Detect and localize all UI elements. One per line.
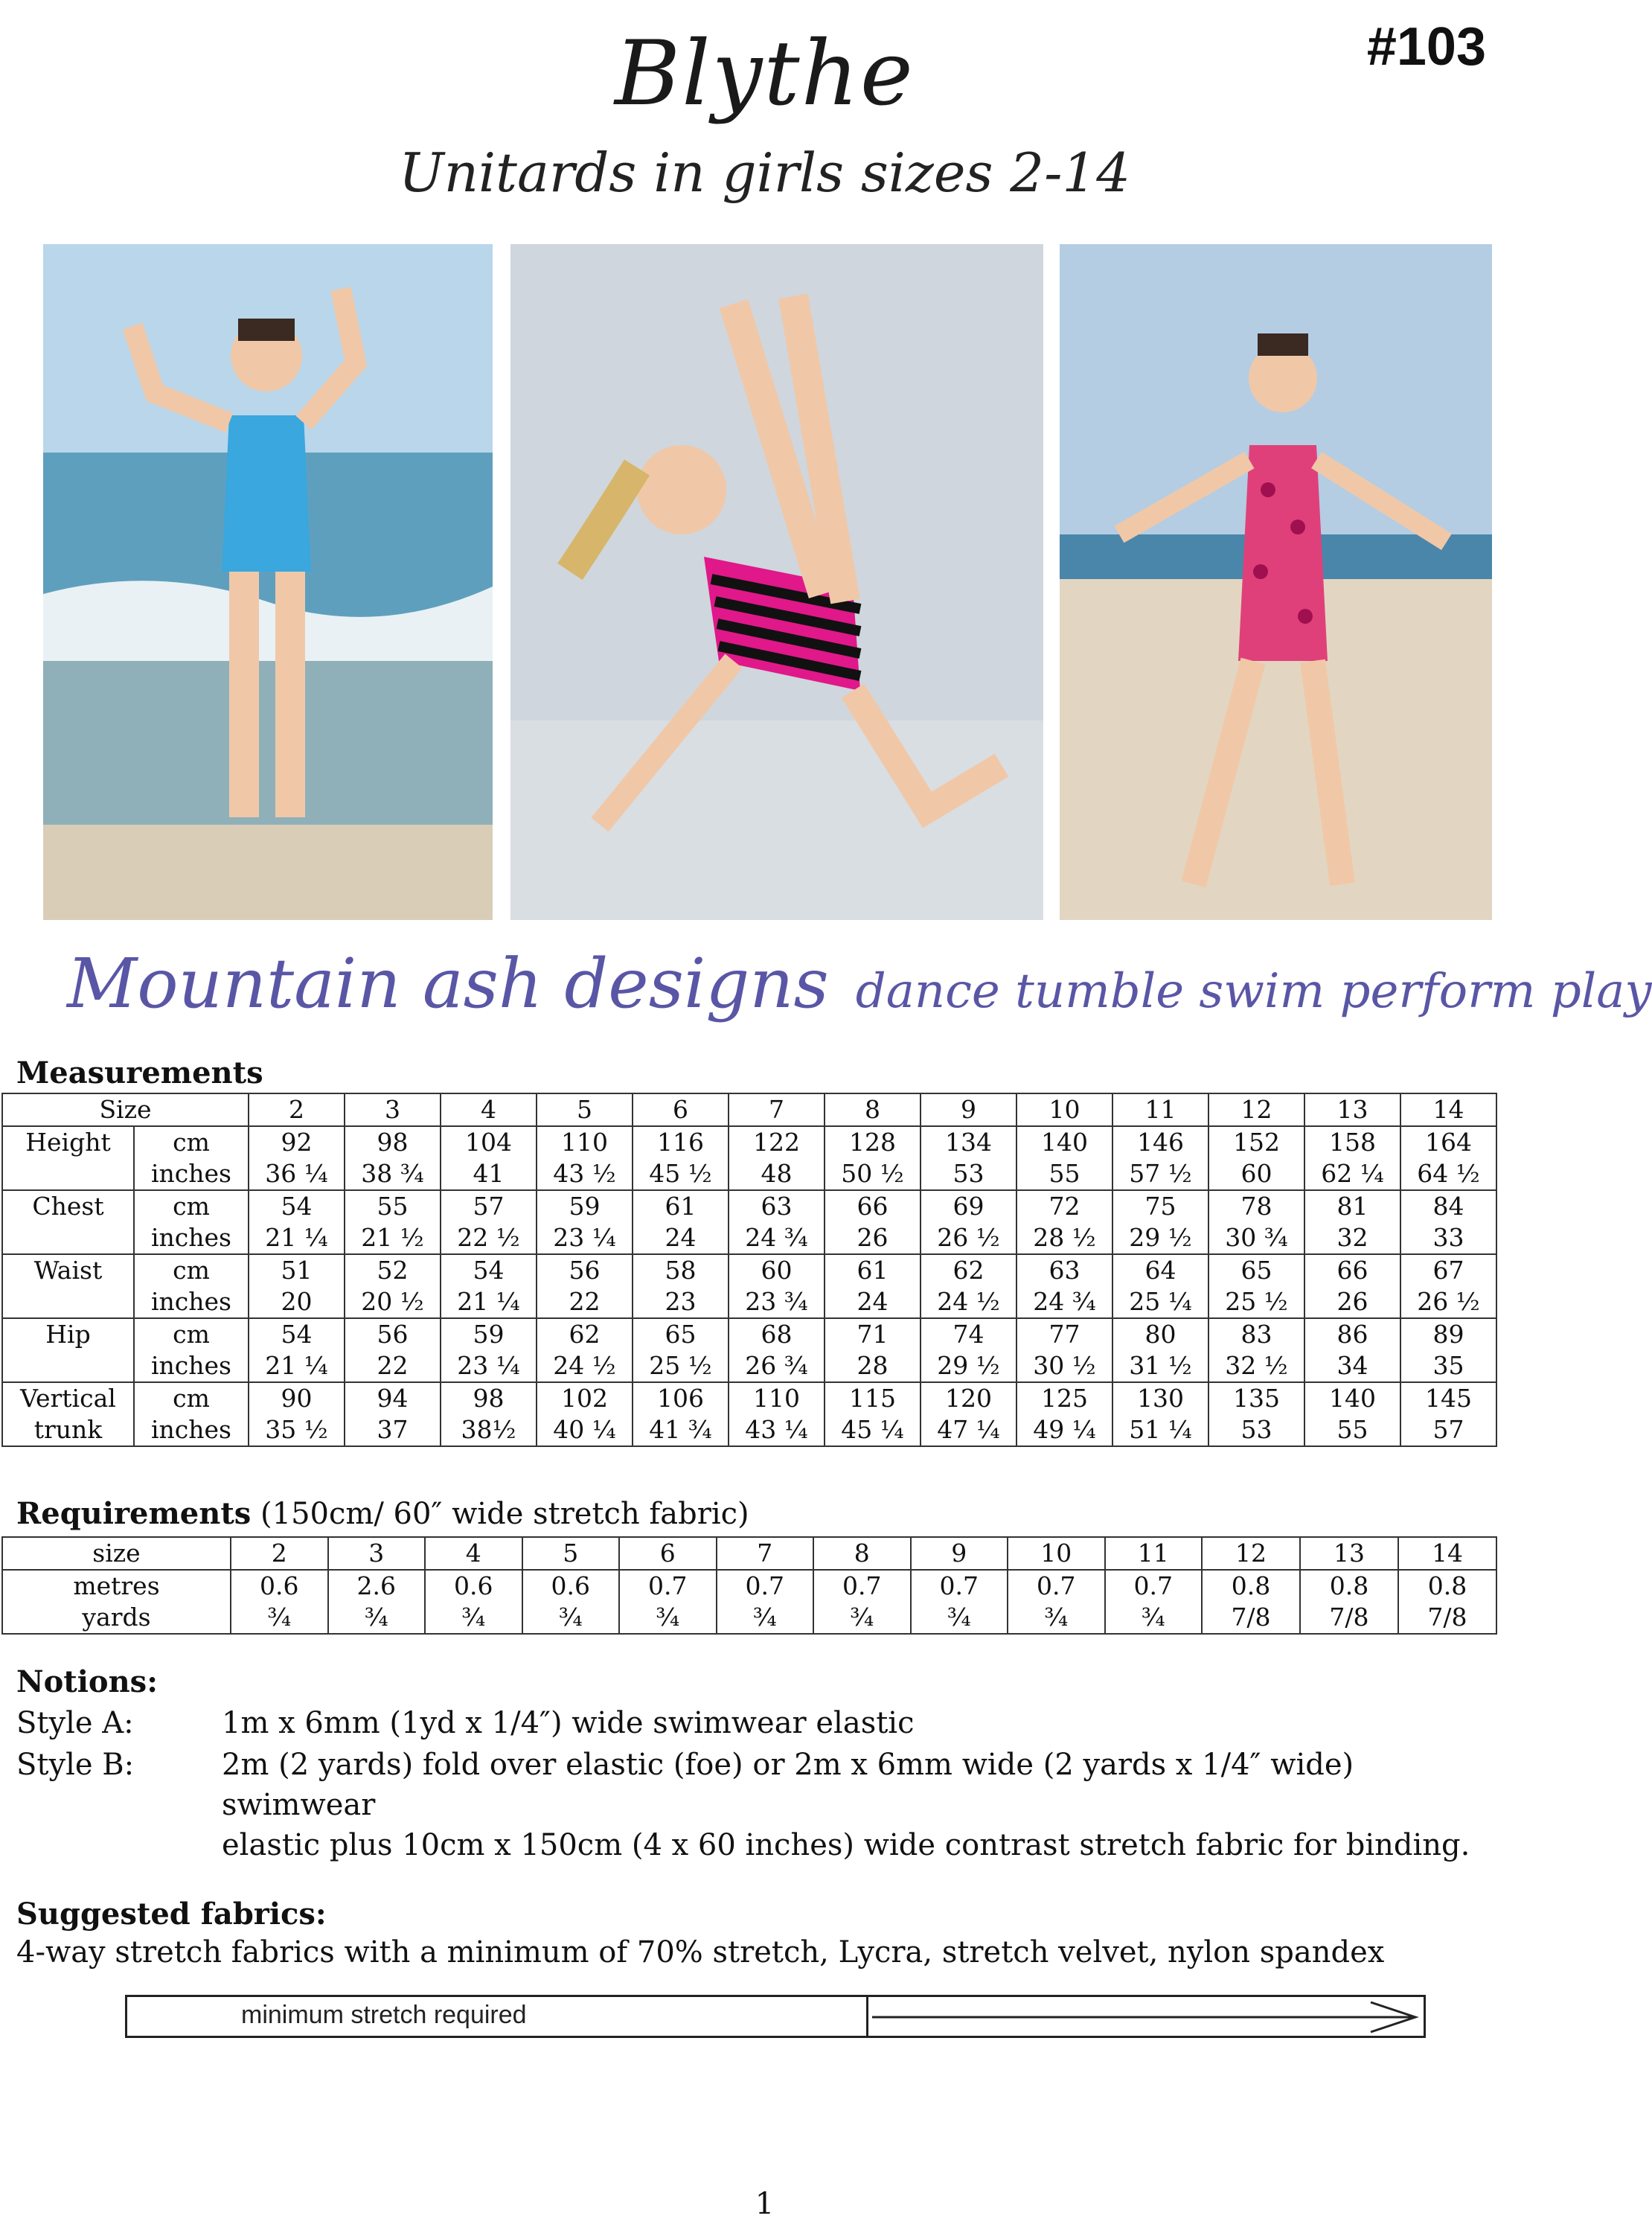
size-cell: 7: [729, 1093, 825, 1126]
measurement-value: 98 38½: [441, 1382, 537, 1446]
pattern-number: #103: [1366, 17, 1486, 77]
measurement-value: 63 24 ¾: [1017, 1254, 1112, 1318]
measurement-value: 81 32: [1304, 1190, 1400, 1254]
measurement-value: 62 24 ½: [537, 1318, 633, 1382]
requirements-size-row: [2, 1537, 1496, 1570]
measurement-value: 63 24 ¾: [729, 1190, 825, 1254]
size-cell: 9: [921, 1093, 1017, 1126]
req-amount-cell: 0.7 ¾: [911, 1570, 1008, 1634]
measurement-value: 158 62 ¼: [1304, 1126, 1400, 1190]
req-size-cell: 8: [813, 1537, 911, 1570]
measurement-value: 67 26 ½: [1400, 1254, 1496, 1318]
measurement-value: 106 41 ¾: [633, 1382, 729, 1446]
measurement-value: 102 40 ¼: [537, 1382, 633, 1446]
measurement-value: 84 33: [1400, 1190, 1496, 1254]
requirements-amount-row: [2, 1570, 1496, 1634]
measurement-value: 115 45 ¼: [825, 1382, 921, 1446]
measurement-value: 54 21 ¼: [249, 1190, 345, 1254]
measurement-row: [2, 1318, 1496, 1382]
req-size-cell: 14: [1398, 1537, 1496, 1570]
measurement-value: 58 23: [633, 1254, 729, 1318]
measurement-value: 66 26: [825, 1190, 921, 1254]
girl-pink-heart-unitard-beach-photo: [1060, 244, 1492, 920]
measurement-value: 54 21 ¼: [249, 1318, 345, 1382]
measurement-value: 140 55: [1017, 1126, 1112, 1190]
measurement-row: [2, 1382, 1496, 1446]
suggested-fabrics-heading: Suggested fabrics:: [16, 1897, 327, 1932]
measurement-row: [2, 1254, 1496, 1318]
measurement-value: 145 57: [1400, 1382, 1496, 1446]
req-amount-cell: 0.7 ¾: [1105, 1570, 1203, 1634]
req-amount-cell: 2.6 ¾: [328, 1570, 426, 1634]
measurement-value: 92 36 ¼: [249, 1126, 345, 1190]
unit-cell: cm inches: [134, 1126, 249, 1190]
measurement-value: 125 49 ¼: [1017, 1382, 1112, 1446]
measurement-value: 68 26 ¾: [729, 1318, 825, 1382]
req-size-label: size: [2, 1537, 231, 1570]
measurement-value: 71 28: [825, 1318, 921, 1382]
measurement-value: 104 41: [441, 1126, 537, 1190]
measurement-value: 135 53: [1208, 1382, 1304, 1446]
unit-cell: cm inches: [134, 1382, 249, 1446]
size-cell: 6: [633, 1093, 729, 1126]
measurement-value: 90 35 ½: [249, 1382, 345, 1446]
size-cell: 13: [1304, 1093, 1400, 1126]
measurement-value: 74 29 ½: [921, 1318, 1017, 1382]
measurement-label: Chest: [2, 1190, 134, 1254]
req-size-cell: 13: [1300, 1537, 1398, 1570]
measurement-label: Vertical trunk: [2, 1382, 134, 1446]
measurement-value: 80 31 ½: [1112, 1318, 1208, 1382]
req-size-cell: 10: [1008, 1537, 1105, 1570]
measurement-value: 59 23 ¼: [441, 1318, 537, 1382]
measurement-value: 134 53: [921, 1126, 1017, 1190]
measurement-value: 140 55: [1304, 1382, 1400, 1446]
measurement-label: Hip: [2, 1318, 134, 1382]
req-amount-cell: 0.6 ¾: [522, 1570, 620, 1634]
measurement-value: 61 24: [825, 1254, 921, 1318]
unit-cell: cm inches: [134, 1254, 249, 1318]
measurement-value: 65 25 ½: [633, 1318, 729, 1382]
req-size-cell: 6: [619, 1537, 717, 1570]
brand-name: Mountain ash designs: [67, 944, 829, 1023]
req-size-cell: 4: [425, 1537, 522, 1570]
size-cell: 14: [1400, 1093, 1496, 1126]
size-cell: 8: [825, 1093, 921, 1126]
unit-cell: cm inches: [134, 1190, 249, 1254]
measurement-value: 122 48: [729, 1126, 825, 1190]
stretch-gauge-label: minimum stretch required: [241, 2001, 527, 2029]
pattern-title: Blythe: [615, 22, 915, 126]
req-amount-cell: 0.7 ¾: [619, 1570, 717, 1634]
req-amount-cell: 0.7 ¾: [813, 1570, 911, 1634]
measurements-heading: Measurements: [16, 1055, 263, 1090]
size-cell: 5: [537, 1093, 633, 1126]
size-cell: 12: [1208, 1093, 1304, 1126]
measurement-value: 65 25 ½: [1208, 1254, 1304, 1318]
style-a-label: Style A:: [16, 1706, 134, 1740]
measurement-value: 64 25 ¼: [1112, 1254, 1208, 1318]
req-size-cell: 5: [522, 1537, 620, 1570]
measurement-value: 164 64 ½: [1400, 1126, 1496, 1190]
measurement-value: 62 24 ½: [921, 1254, 1017, 1318]
req-unit-label: metres yards: [2, 1570, 231, 1634]
style-b-text: [222, 1745, 1487, 1865]
measurement-value: 57 22 ½: [441, 1190, 537, 1254]
stretch-arrow-icon: [872, 1998, 1423, 2036]
measurement-value: 59 23 ¼: [537, 1190, 633, 1254]
measurement-value: 146 57 ½: [1112, 1126, 1208, 1190]
req-amount-cell: 0.7 ¾: [1008, 1570, 1105, 1634]
measurement-value: 152 60: [1208, 1126, 1304, 1190]
req-size-cell: 12: [1202, 1537, 1300, 1570]
size-cell: 11: [1112, 1093, 1208, 1126]
page-number: 1: [755, 2187, 775, 2221]
measurement-value: 75 29 ½: [1112, 1190, 1208, 1254]
requirements-heading: [16, 1496, 749, 1531]
measurement-value: 110 43 ¼: [729, 1382, 825, 1446]
req-amount-cell: 0.8 7/8: [1300, 1570, 1398, 1634]
measurement-value: 69 26 ½: [921, 1190, 1017, 1254]
measurement-value: 77 30 ½: [1017, 1318, 1112, 1382]
req-size-cell: 7: [717, 1537, 814, 1570]
measurement-value: 128 50 ½: [825, 1126, 921, 1190]
brand-tagline: dance tumble swim perform play: [855, 964, 1652, 1019]
req-size-cell: 3: [328, 1537, 426, 1570]
measurements-size-row: [2, 1093, 1496, 1126]
notions-heading: Notions:: [16, 1664, 158, 1699]
size-cell: 2: [249, 1093, 345, 1126]
measurement-value: 55 21 ½: [345, 1190, 441, 1254]
measurement-value: 78 30 ¾: [1208, 1190, 1304, 1254]
girl-pink-striped-leotard-studio-photo: [510, 244, 1043, 920]
measurement-value: 56 22: [345, 1318, 441, 1382]
requirements-title: Requirements: [16, 1496, 252, 1531]
style-a-text: 1m x 6mm (1yd x 1/4″) wide swimwear elastic: [222, 1706, 915, 1740]
measurement-value: 61 24: [633, 1190, 729, 1254]
req-size-cell: 9: [911, 1537, 1008, 1570]
measurement-label: Height: [2, 1126, 134, 1190]
measurement-value: 51 20: [249, 1254, 345, 1318]
req-amount-cell: 0.8 7/8: [1202, 1570, 1300, 1634]
requirements-note: (150cm/ 60″ wide stretch fabric): [260, 1497, 749, 1531]
size-header: Size: [2, 1093, 249, 1126]
measurements-table: [1, 1093, 1497, 1447]
brand-line: [67, 944, 1652, 1023]
measurement-value: 52 20 ½: [345, 1254, 441, 1318]
style-b-line-2: elastic plus 10cm x 150cm (4 x 60 inches) wide contrast stretch fabric for binding.: [222, 1828, 1470, 1862]
measurement-row: [2, 1190, 1496, 1254]
measurement-value: 98 38 ¾: [345, 1126, 441, 1190]
stretch-gauge-divider: [866, 1995, 868, 2038]
measurement-value: 89 35: [1400, 1318, 1496, 1382]
measurement-value: 83 32 ½: [1208, 1318, 1304, 1382]
measurement-value: 60 23 ¾: [729, 1254, 825, 1318]
req-amount-cell: 0.7 ¾: [717, 1570, 814, 1634]
measurement-value: 110 43 ½: [537, 1126, 633, 1190]
style-b-line-1: 2m (2 yards) fold over elastic (foe) or 2m x 6mm wide (2 yards x 1/4″ wide) swimwear: [222, 1748, 1354, 1822]
req-amount-cell: 0.6 ¾: [425, 1570, 522, 1634]
size-cell: 3: [345, 1093, 441, 1126]
req-size-cell: 11: [1105, 1537, 1203, 1570]
req-amount-cell: 0.6 ¾: [231, 1570, 328, 1634]
measurement-value: 86 34: [1304, 1318, 1400, 1382]
unit-cell: cm inches: [134, 1318, 249, 1382]
size-cell: 4: [441, 1093, 537, 1126]
measurement-value: 72 28 ½: [1017, 1190, 1112, 1254]
size-cell: 10: [1017, 1093, 1112, 1126]
measurement-value: 94 37: [345, 1382, 441, 1446]
style-b-label: Style B:: [16, 1748, 135, 1782]
req-amount-cell: 0.8 7/8: [1398, 1570, 1496, 1634]
measurement-value: 116 45 ½: [633, 1126, 729, 1190]
pattern-subtitle: Unitards in girls sizes 2-14: [398, 141, 1131, 204]
girl-blue-unitard-beach-photo: [43, 244, 493, 920]
measurement-value: 120 47 ¼: [921, 1382, 1017, 1446]
measurement-row: [2, 1126, 1496, 1190]
measurement-value: 54 21 ¼: [441, 1254, 537, 1318]
measurement-label: Waist: [2, 1254, 134, 1318]
requirements-table: [1, 1536, 1497, 1635]
measurement-value: 66 26: [1304, 1254, 1400, 1318]
suggested-fabrics-text: 4-way stretch fabrics with a minimum of 70% stretch, Lycra, stretch velvet, nylon spandex: [16, 1935, 1385, 1970]
measurement-value: 130 51 ¼: [1112, 1382, 1208, 1446]
req-size-cell: 2: [231, 1537, 328, 1570]
measurement-value: 56 22: [537, 1254, 633, 1318]
